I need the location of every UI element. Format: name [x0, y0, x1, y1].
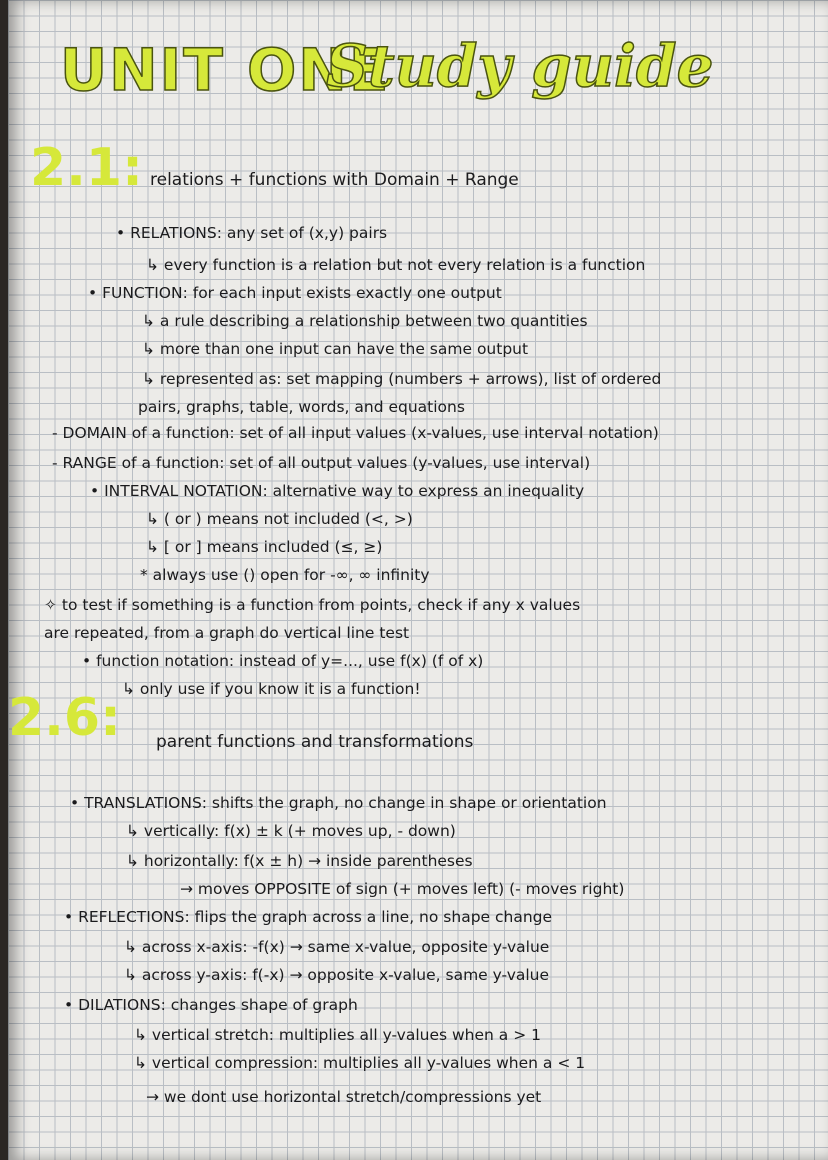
section-title-2-6: parent functions and transformations — [156, 732, 474, 752]
interval-infinity-note: * always use () open for -∞, ∞ infinity — [140, 566, 430, 584]
title-unit-one: UNIT ONE — [60, 36, 391, 104]
function-notation: • function notation: instead of y=..., use f(x) (f of x) — [82, 652, 484, 670]
dilations-vertical-compression: ↳ vertical compression: multiplies all y-values when a < 1 — [134, 1054, 586, 1072]
range-definition: - RANGE of a function: set of all output values (y-values, use interval) — [52, 454, 591, 472]
interval-notation-definition: • INTERVAL NOTATION: alternative way to express an inequality — [90, 482, 585, 500]
dilations-vertical-stretch: ↳ vertical stretch: multiplies all y-values when a > 1 — [134, 1026, 541, 1044]
interval-closed: ↳ [ or ] means included (≤, ≥) — [146, 538, 383, 556]
reflections-x-axis: ↳ across x-axis: -f(x) → same x-value, opposite y-value — [124, 938, 550, 956]
dilations-definition: • DILATIONS: changes shape of graph — [64, 996, 358, 1014]
section-number-2-1: 2.1: — [30, 138, 143, 198]
function-definition: • FUNCTION: for each input exists exactly one output — [88, 284, 502, 302]
function-note-represented-cont: pairs, graphs, table, words, and equations — [138, 398, 465, 416]
notebook-page — [8, 0, 828, 1160]
reflections-y-axis: ↳ across y-axis: f(-x) → opposite x-value, same y-value — [124, 966, 550, 984]
translations-opposite-note: → moves OPPOSITE of sign (+ moves left) (- moves right) — [180, 880, 625, 898]
function-test-note: ✧ to test if something is a function from points, check if any x values — [44, 596, 581, 614]
function-test-note-cont: are repeated, from a graph do vertical line test — [44, 624, 410, 642]
section-title-2-1: relations + functions with Domain + Range — [150, 170, 519, 190]
section-number-2-6: 2.6: — [8, 688, 121, 748]
function-note-output: ↳ more than one input can have the same output — [142, 340, 529, 358]
relations-definition: • RELATIONS: any set of (x,y) pairs — [116, 224, 388, 242]
domain-definition: - DOMAIN of a function: set of all input values (x-values, use interval notation) — [52, 424, 659, 442]
translations-vertical: ↳ vertically: f(x) ± k (+ moves up, - down) — [126, 822, 456, 840]
title-study-guide: Study guide — [326, 32, 714, 100]
translations-definition: • TRANSLATIONS: shifts the graph, no change in shape or orientation — [70, 794, 607, 812]
translations-horizontal: ↳ horizontally: f(x ± h) → inside parentheses — [126, 852, 473, 870]
function-notation-note: ↳ only use if you know it is a function! — [122, 680, 421, 698]
dilations-horizontal-note: → we dont use horizontal stretch/compressions yet — [146, 1088, 542, 1106]
function-note-rule: ↳ a rule describing a relationship between two quantities — [142, 312, 588, 330]
interval-open: ↳ ( or ) means not included (<, >) — [146, 510, 413, 528]
reflections-definition: • REFLECTIONS: flips the graph across a line, no shape change — [64, 908, 553, 926]
function-note-represented: ↳ represented as: set mapping (numbers + arrows), list of ordered — [142, 370, 662, 388]
relations-note: ↳ every function is a relation but not every relation is a function — [146, 256, 646, 274]
